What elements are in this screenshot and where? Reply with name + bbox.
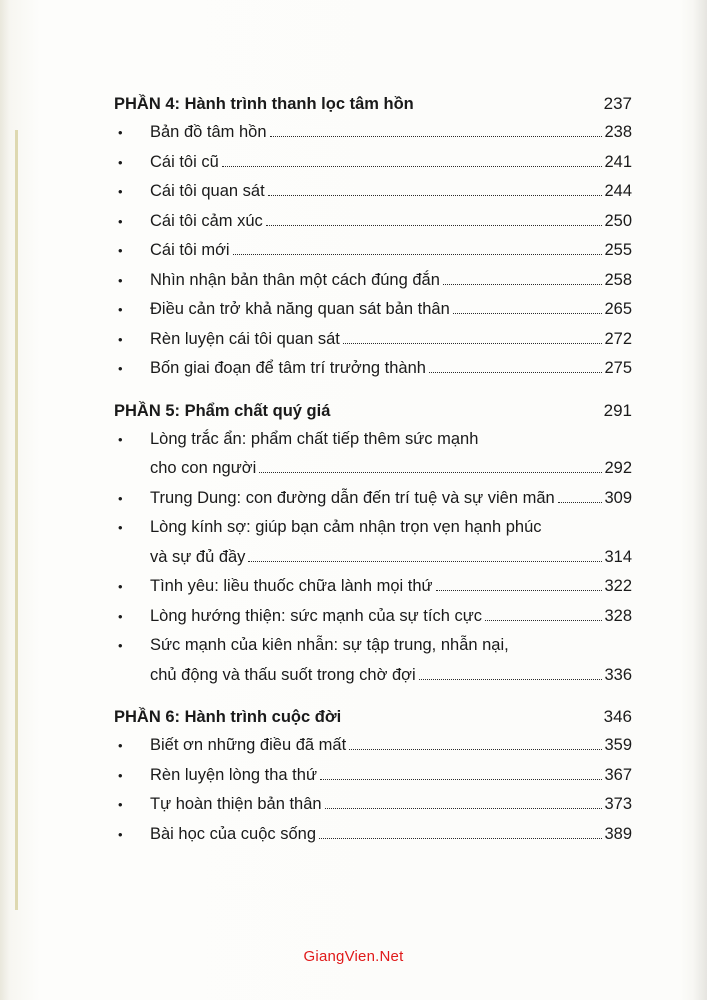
entry-title: Cái tôi mới	[150, 241, 230, 259]
part-page-number: 346	[603, 707, 632, 726]
toc-entry	[114, 820, 632, 850]
toc-entry	[114, 513, 632, 572]
bullet: •	[118, 738, 123, 753]
entry-title: Rèn luyện cái tôi quan sát	[150, 329, 340, 348]
entry-title: Cái tôi cũ	[150, 152, 219, 171]
entry-title-line: Lòng kính sợ: giúp bạn cảm nhận trọn vẹn hạnh phúc	[150, 518, 542, 536]
toc-entry	[114, 790, 632, 820]
entry-title: Lòng hướng thiện: sức mạnh của sự tích cực	[150, 606, 482, 625]
table-of-contents	[114, 89, 632, 849]
entry-page-number: 292	[604, 459, 632, 477]
entry-title: Bài học của cuộc sống	[150, 824, 317, 843]
entry-page-number: 309	[604, 488, 632, 507]
dot-leader	[453, 313, 603, 314]
part-title: PHẦN 6: Hành trình cuộc đời	[114, 708, 342, 726]
entry-title-line: Sức mạnh của kiên nhẫn: sự tập trung, nhẫn nại,	[150, 636, 509, 654]
part-title: PHẦN 5: Phẩm chất quý giá	[114, 401, 331, 420]
entry-title: Trung Dung: con đường dẫn đến trí tuệ và sự viên mãn	[150, 488, 555, 507]
part-heading	[114, 702, 632, 731]
entry-page-number: 265	[604, 300, 632, 318]
entry-page-number: 255	[604, 241, 632, 259]
bullet: •	[118, 767, 123, 783]
toc-entry	[114, 148, 632, 178]
toc-entry	[114, 731, 632, 761]
toc-entry	[114, 295, 632, 325]
toc-entry	[114, 118, 632, 148]
entry-title-line: Lòng trắc ẩn: phẩm chất tiếp thêm sức mạnh	[150, 429, 479, 448]
bullet: •	[118, 608, 123, 624]
dot-leader	[419, 679, 603, 680]
entry-title: Bốn giai đoạn để tâm trí trưởng thành	[150, 359, 426, 377]
entry-page-number: 238	[604, 123, 632, 141]
toc-entry	[114, 761, 632, 791]
bullet: •	[118, 184, 123, 199]
dot-leader	[485, 620, 602, 621]
part-heading	[114, 89, 632, 118]
dot-leader	[233, 254, 603, 255]
dot-leader	[443, 284, 603, 285]
toc-entry	[114, 602, 632, 632]
entry-page-number: 328	[604, 606, 632, 625]
entry-page-number: 367	[604, 765, 632, 784]
entry-page-number: 244	[604, 182, 632, 200]
toc-entry	[114, 354, 632, 384]
dot-leader	[248, 561, 602, 562]
entry-title: Tự hoàn thiện bản thân	[150, 795, 322, 813]
page-edge-line	[15, 130, 18, 910]
dot-leader	[325, 808, 603, 809]
bullet: •	[118, 826, 123, 842]
toc-entry	[114, 236, 632, 266]
dot-leader	[268, 195, 603, 196]
bullet: •	[118, 579, 123, 594]
toc-entry	[114, 325, 632, 355]
part-page-number: 237	[603, 94, 632, 113]
part-title: PHẦN 4: Hành trình thanh lọc tâm hồn	[114, 95, 414, 113]
dot-leader	[259, 472, 602, 473]
entry-page-number: 250	[604, 211, 632, 230]
toc-entry	[114, 177, 632, 207]
dot-leader	[319, 838, 602, 839]
entry-title: Tình yêu: liều thuốc chữa lành mọi thứ	[150, 577, 433, 595]
entry-page-number: 241	[604, 152, 632, 171]
dot-leader	[349, 749, 602, 750]
dot-leader	[266, 225, 603, 226]
bullet: •	[118, 272, 123, 288]
entry-title: Nhìn nhận bản thân một cách đúng đắn	[150, 270, 440, 289]
entry-page-number: 322	[604, 577, 632, 595]
bullet: •	[118, 490, 123, 506]
dot-leader	[429, 372, 603, 373]
toc-entry	[114, 425, 632, 484]
entry-title: Điều cản trở khả năng quan sát bản thân	[150, 300, 450, 318]
entry-page-number: 314	[604, 547, 632, 566]
bullet: •	[118, 331, 123, 347]
dot-leader	[558, 502, 603, 503]
entry-title: cho con người	[150, 459, 257, 477]
toc-entry	[114, 572, 632, 602]
part-heading	[114, 396, 632, 425]
dot-leader	[270, 136, 603, 137]
entry-title: Rèn luyện lòng tha thứ	[150, 765, 317, 784]
toc-entry	[114, 484, 632, 514]
toc-entry	[114, 207, 632, 237]
entry-page-number: 336	[604, 665, 632, 684]
bullet: •	[118, 361, 123, 376]
page-shadow	[693, 0, 707, 1000]
entry-page-number: 258	[604, 270, 632, 289]
part-page-number: 291	[603, 400, 632, 420]
entry-page-number: 389	[604, 824, 632, 843]
dot-leader	[436, 590, 603, 591]
dot-leader	[343, 343, 603, 344]
toc-entry	[114, 266, 632, 296]
entry-page-number: 373	[604, 795, 632, 813]
entry-title: và sự đủ đầy	[150, 547, 246, 566]
bullet: •	[118, 154, 123, 170]
bullet: •	[118, 638, 123, 653]
dot-leader	[320, 779, 602, 780]
dot-leader	[222, 166, 603, 167]
bullet: •	[118, 213, 123, 229]
bullet: •	[118, 125, 123, 140]
entry-title: Bản đồ tâm hồn	[150, 123, 267, 141]
entry-page-number: 275	[604, 359, 632, 377]
bullet: •	[118, 520, 123, 535]
bullet: •	[118, 243, 123, 258]
entry-page-number: 359	[604, 736, 632, 754]
bullet: •	[118, 797, 123, 812]
bullet: •	[118, 431, 123, 447]
entry-page-number: 272	[604, 329, 632, 348]
entry-title: Cái tôi quan sát	[150, 182, 265, 200]
entry-title: Cái tôi cảm xúc	[150, 211, 263, 230]
entry-title: Biết ơn những điều đã mất	[150, 736, 347, 754]
toc-entry	[114, 631, 632, 690]
entry-title: chủ động và thấu suốt trong chờ đợi	[150, 665, 416, 684]
bullet: •	[118, 302, 123, 317]
watermark-text: GiangVien.Net	[303, 948, 404, 965]
